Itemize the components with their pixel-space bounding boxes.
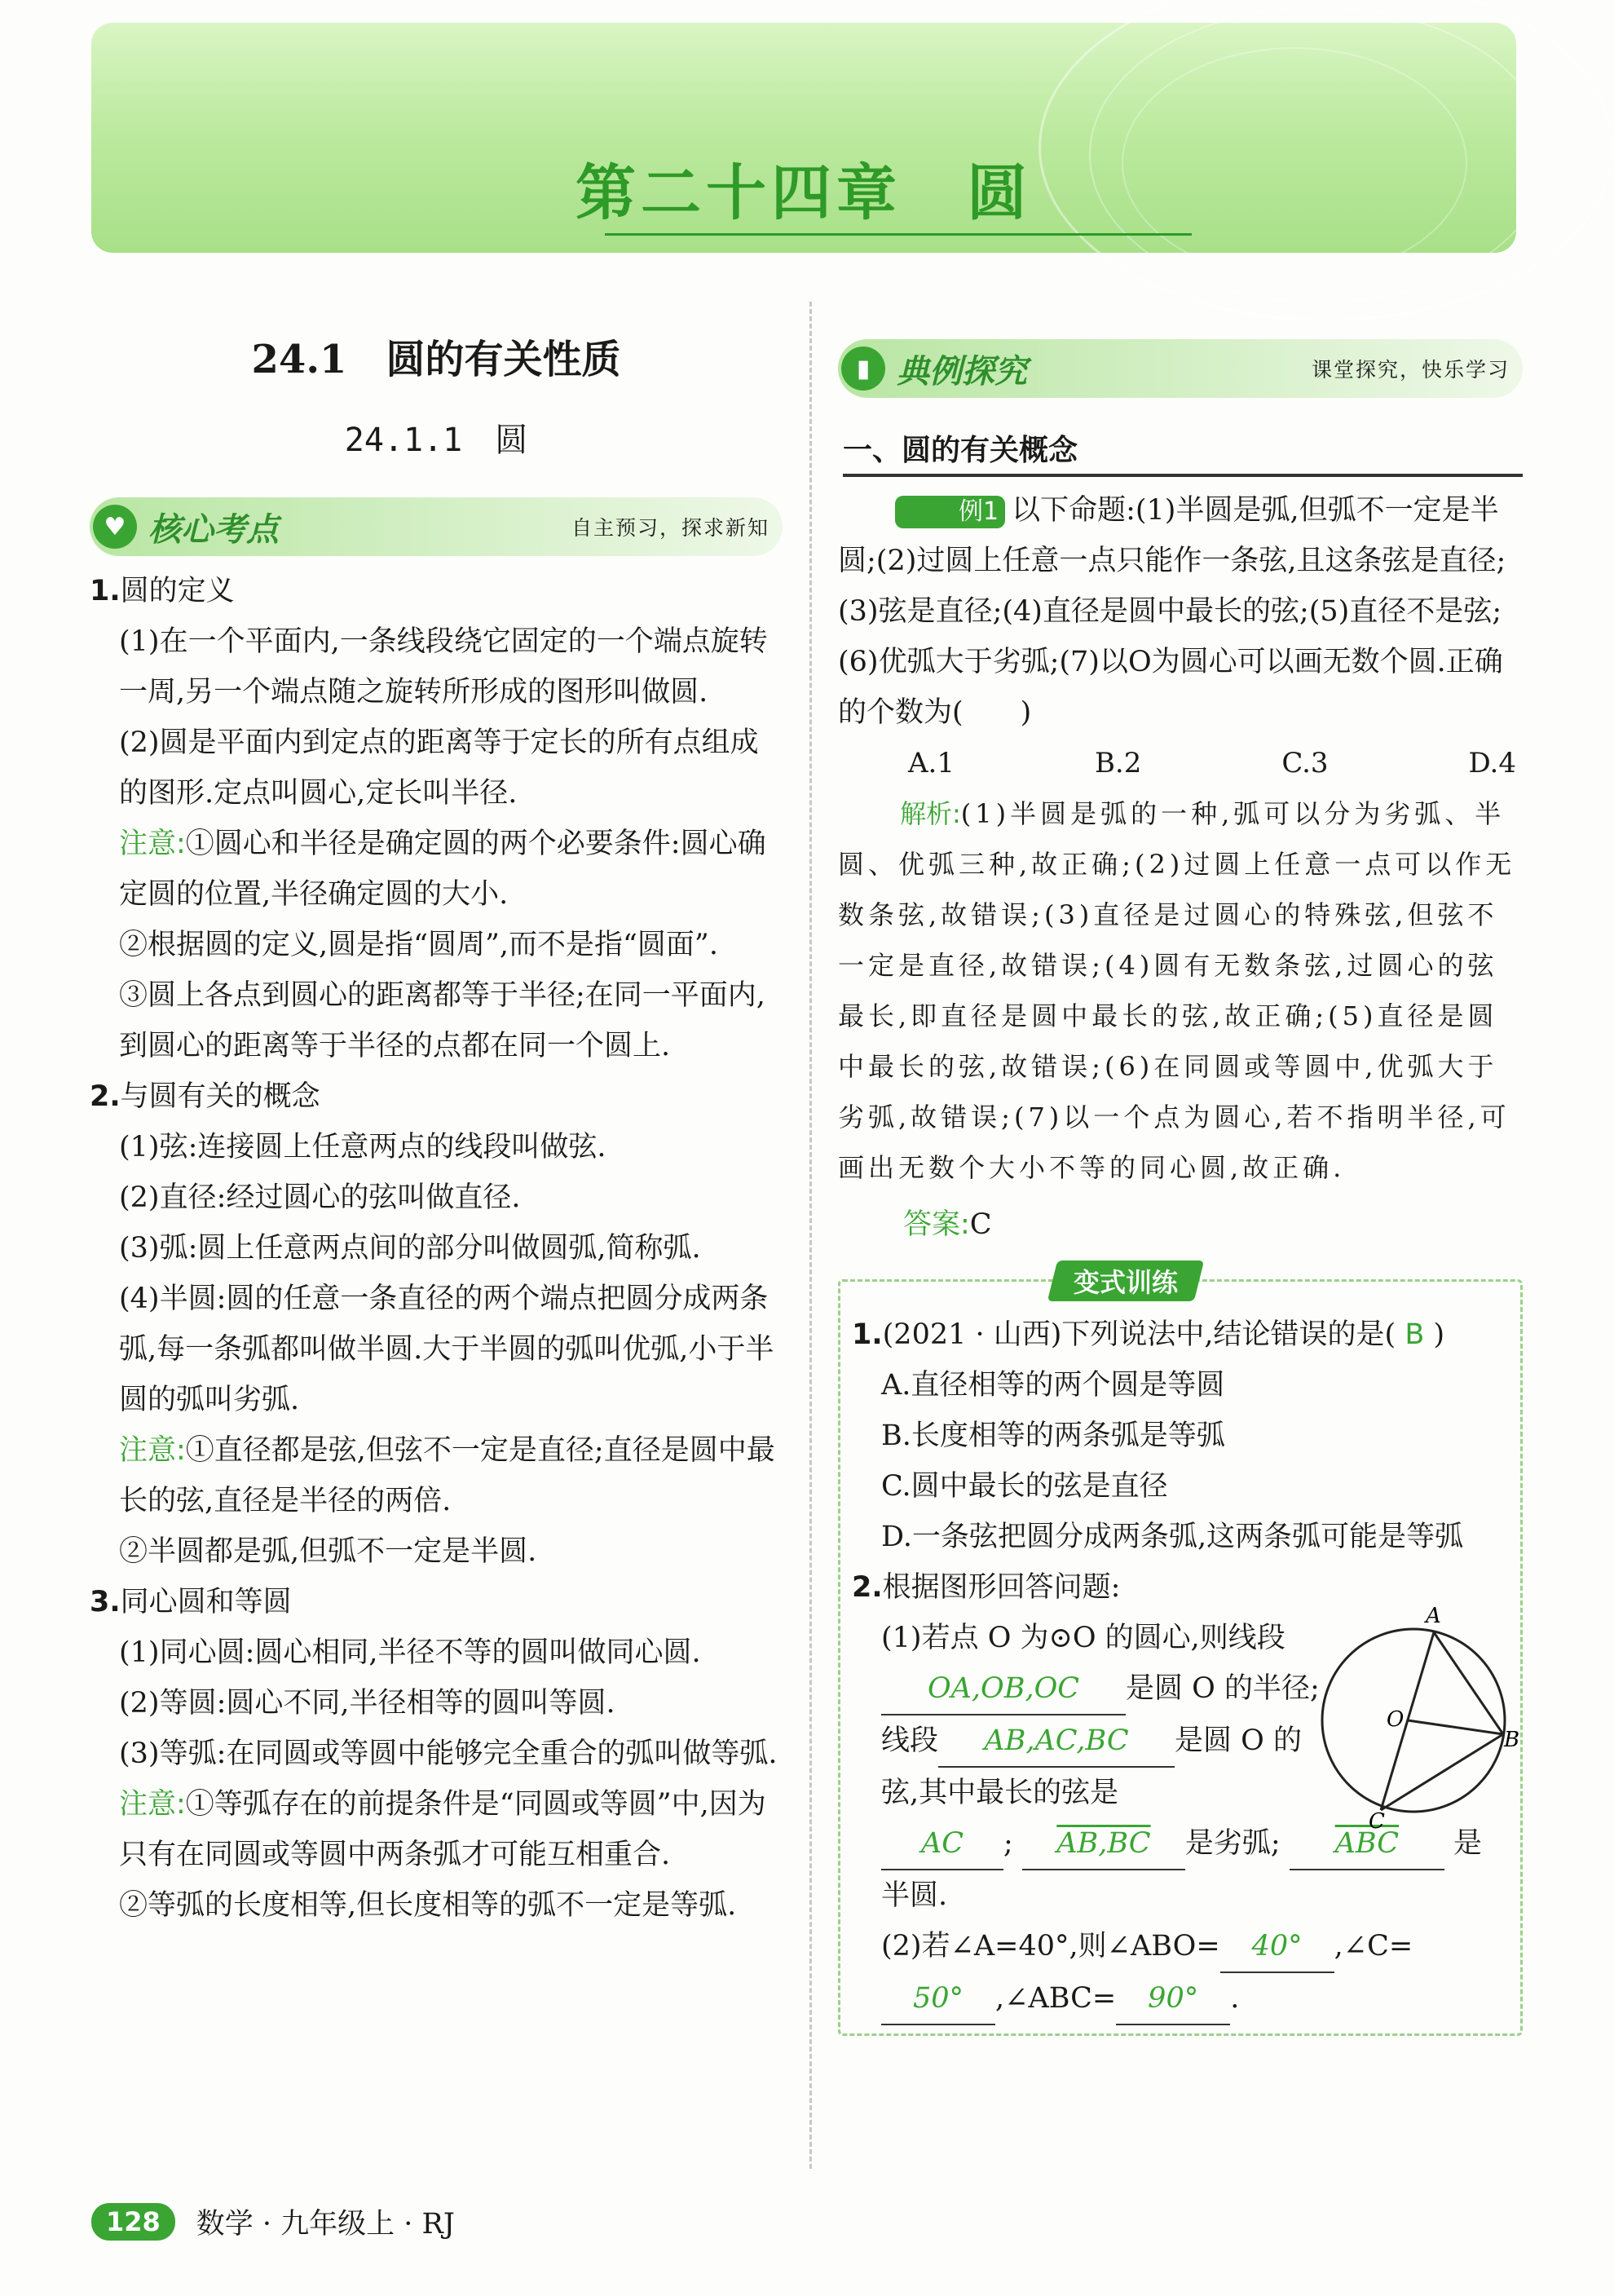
example-answer: 答案:C [903, 1208, 992, 1241]
note-3b: ②等弧的长度相等,但长度相等的弧不一定是等弧. [119, 1889, 737, 1922]
label-c: C [1369, 1809, 1385, 1834]
note-1c: ③圆上各点到圆心的距离都等于半径;在同一平面内,到圆心的距离等于半径的点都在同一个圆上. [119, 979, 765, 1062]
right-column [838, 318, 1523, 2036]
label-b: B [1504, 1728, 1520, 1752]
blank-semicircle: $\overline{ABC}$ [1290, 1818, 1444, 1870]
chapter-banner [91, 23, 1516, 253]
training-q2: 2.根据图形回答问题: [852, 1571, 1121, 1604]
option-c: C.3 [1281, 747, 1329, 779]
blank-radii: OA,OB,OC [881, 1663, 1126, 1715]
concept-chord: (1)弦:连接圆上任意两点的线段叫做弦. [119, 1131, 606, 1163]
concept-arc: (3)弧:圆上任意两点间的部分叫做圆弧,简称弧. [119, 1232, 701, 1265]
left-column [90, 318, 783, 1931]
equal-circles: (2)等圆:圆心不同,半径相等的圆叫等圆. [119, 1687, 615, 1720]
q1-option-d: D.一条弦把圆分成两条弧,这两条弧可能是等弧 [881, 1521, 1464, 1553]
q2-part2: (2)若∠A=40°,则∠ABO= 40° ,∠C=50° ,∠ABC= 90° . [852, 1921, 1509, 2025]
core-label: 核心考点 [148, 510, 279, 549]
column-divider [809, 302, 812, 2169]
label-a: A [1426, 1604, 1441, 1628]
example-options [838, 738, 1523, 788]
blank-minor-arcs: AB,BC [1022, 1818, 1185, 1870]
concept-semicircle: (4)半圆:圆的任意一条直径的两个端点把圆分成两条弧,每一条弧都叫做半圆.大于半圆的弧叫优弧,小于半圆的弧叫劣弧. [119, 1283, 774, 1416]
blank-longest-chord: AC [881, 1818, 1003, 1870]
note-1: 注意:①圆心和半径是确定圆的两个必要条件:圆心确定圆的位置,半径确定圆的大小. [119, 828, 766, 911]
example-badge: 例1 [895, 496, 1005, 528]
example-bar [838, 339, 1523, 398]
blank-angle-abc: 90° [1116, 1973, 1230, 2025]
note-3: 注意:①等弧存在的前提条件是“同圆或等圆”中,因为只有在同圆或等圆中两条弧才可能互相重合. [119, 1788, 766, 1871]
section-title: 24.1 圆的有关性质 [251, 337, 621, 382]
training-box [838, 1267, 1523, 2036]
example-solution: 解析:(1)半圆是弧的一种,弧可以分为劣弧、半圆、优弧三种,故正确;(2)过圆上任意一点可以作无数条弦,故错误;(3)直径是过圆心的特殊弦,但弦不一定是直径,故错误;(4)圆有无数条弦,过圆心的弦最长,即直径是圆中最长的弦,故正确;(5)直径是圆中最长的弦,故错误;(6)在同圆或等圆中,优弧大于劣弧,故错误;(7)以一个点为圆心,若不指明半径,可画出无数个大小不等的同心圆,故正确. [838, 798, 1516, 1183]
core-slogan: 自主预习，探求新知 [571, 516, 770, 540]
example-label: 典例探究 [897, 352, 1027, 391]
blank-chords: AB,AC,BC [938, 1715, 1175, 1768]
note-1b: ②根据圆的定义,圆是指“圆周”,而不是指“圆面”. [119, 929, 718, 961]
chapter-title: 第二十四章 圆 [575, 158, 1032, 228]
example-subhead: 一、圆的有关概念 [843, 427, 1523, 477]
book-title: 数学 · 九年级上 · RJ [196, 2208, 455, 2241]
core-item-2: 2.与圆有关的概念 [90, 1080, 320, 1113]
blank-angle-c: 50° [881, 1973, 995, 2025]
q2-part1: (1)若点 O 为⊙O 的圆心,则线段OA,OB,OC 是圆 O 的半径;线段 AB,AC,BC 是圆 O 的弦,其中最长的弦是 [881, 1622, 1320, 1809]
heart-icon: ♥ [93, 505, 137, 549]
page-number: 128 [91, 2203, 175, 2241]
concentric-circles: (1)同心圆:圆心相同,半径不等的圆叫做同心圆. [119, 1636, 701, 1669]
option-a: A.1 [908, 747, 955, 779]
core-item-3: 3.同心圆和等圆 [90, 1586, 292, 1618]
radius-ob [1408, 1720, 1503, 1734]
core-item-1: 1.圆的定义 [90, 575, 235, 607]
note-2: 注意:①直径都是弦,但弦不一定是直径;直径是圆中最长的弦,直径是半径的两倍. [119, 1434, 775, 1517]
q1-option-a: A.直径相等的两个圆是等圆 [881, 1369, 1225, 1402]
def-2: (2)圆是平面内到定点的距离等于定长的所有点组成的图形.定点叫圆心,定长叫半径. [119, 726, 759, 810]
subsection-title: 24.1.1 圆 [344, 422, 528, 459]
example-question: 例1 以下命题:(1)半圆是弧,但弧不一定是半圆;(2)过圆上任意一点只能作一条弦,且这条弦是直径;(3)弦是直径;(4)直径是圆中最长的弦;(5)直径不是弦;(6)优弧大于劣弧;(7)以O为圆心可以画无数个圆.正确的个数为( ) [838, 494, 1506, 729]
chart-icon: ▮ [841, 347, 885, 391]
q1-answer: B [1405, 1318, 1425, 1351]
q2-arcs: AC ; AB,BC 是劣弧; $\overline{ABC}$ 是半圆. [852, 1818, 1509, 1921]
page-footer [91, 2201, 455, 2242]
training-q1: 1.(2021 · 山西)下列说法中,结论错误的是( B ) [852, 1318, 1445, 1351]
example-slogan: 课堂探究，快乐学习 [1311, 358, 1510, 382]
note-2b: ②半圆都是弧,但弧不一定是半圆. [119, 1535, 537, 1568]
chapter-underline [605, 233, 1192, 236]
label-o: O [1387, 1707, 1405, 1732]
def-1: (1)在一个平面内,一条线段绕它固定的一个端点旋转一周,另一个端点随之旋转所形成的图形叫做圆. [119, 625, 768, 709]
q1-option-c: C.圆中最长的弦是直径 [881, 1470, 1168, 1503]
equal-arcs: (3)等弧:在同圆或等圆中能够完全重合的弧叫做等弧. [119, 1737, 778, 1770]
blank-angle-abo: 40° [1220, 1921, 1334, 1973]
option-b: B.2 [1094, 747, 1142, 779]
circle-figure [1312, 1604, 1520, 1834]
training-tag: 变式训练 [1047, 1261, 1204, 1301]
core-points-bar [90, 497, 783, 556]
concept-diameter: (2)直径:经过圆心的弦叫做直径. [119, 1181, 521, 1214]
q1-option-b: B.长度相等的两条弧是等弧 [881, 1420, 1225, 1452]
option-d: D.4 [1468, 747, 1516, 779]
